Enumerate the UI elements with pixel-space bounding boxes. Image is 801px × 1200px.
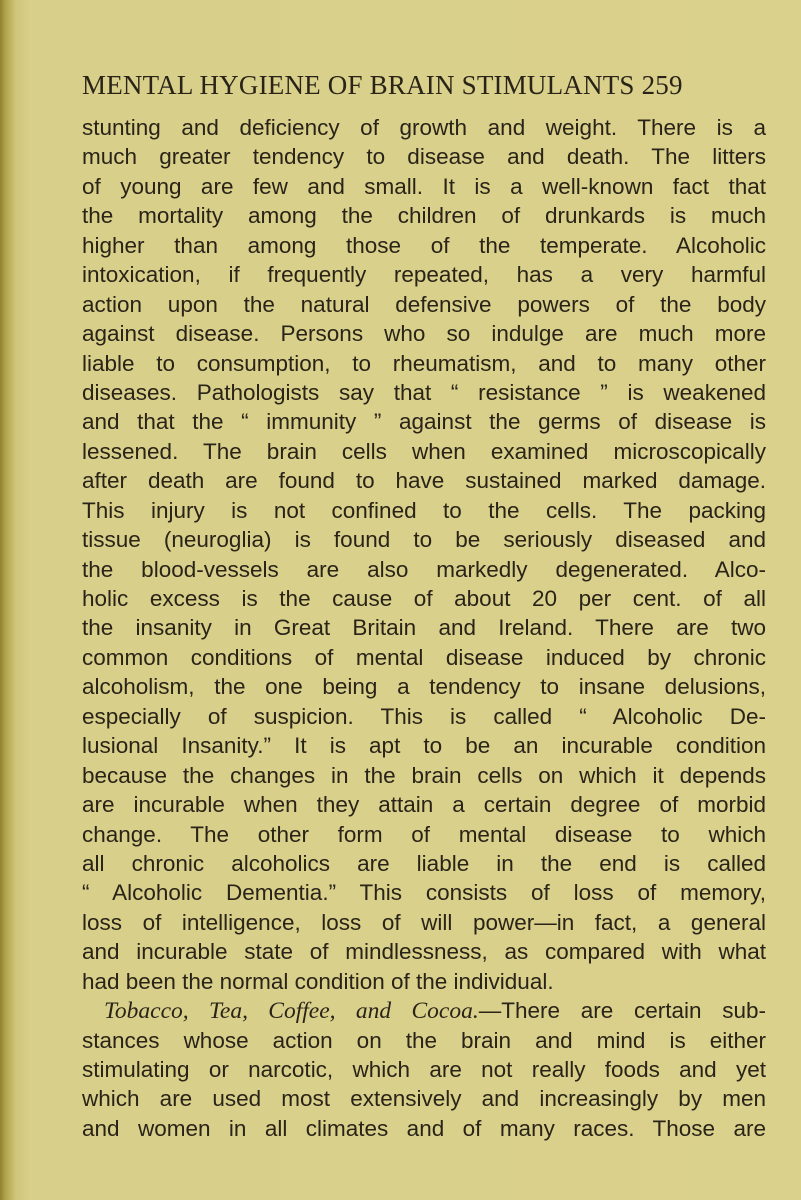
running-header [82, 70, 768, 101]
text-line: and women in all climates and of many races. Those are [82, 1115, 766, 1141]
text-line: action upon the natural defensive powers of the body [82, 291, 766, 317]
body-text [82, 113, 766, 1143]
text-line: especially of suspicion. This is called “ Alcoholic De- [82, 703, 766, 729]
text-line: —There are certain sub- [478, 998, 766, 1024]
text-line: tissue (neuroglia) is found to be seriously diseased and [82, 527, 766, 553]
text-line: much greater tendency to disease and death. The litters [82, 144, 766, 170]
text-line: diseases. Pathologists say that “ resistance ” is weakened [82, 379, 766, 405]
text-line: of young are few and small. It is a well-known fact that [82, 173, 766, 199]
text-line: liable to consumption, to rheumatism, and to many other [82, 350, 766, 376]
text-line: This injury is not confined to the cells. The packing [82, 497, 766, 523]
text-line: change. The other form of mental disease to which [82, 821, 766, 847]
text-line: the blood-vessels are also markedly degenerated. Alco- [82, 556, 766, 582]
text-line: lessened. The brain cells when examined microscopically [82, 438, 766, 464]
section-heading: Tobacco, Tea, Coffee, and Cocoa. [104, 998, 479, 1025]
text-line: lusional Insanity.” It is apt to be an incurable condition [82, 733, 766, 759]
text-line: intoxication, if frequently repeated, has a very harmful [82, 262, 766, 288]
text-line: stances whose action on the brain and mind is either [82, 1027, 766, 1053]
running-title: MENTAL HYGIENE OF BRAIN STIMULANTS [82, 70, 635, 100]
text-line: loss of intelligence, loss of will power—in fact, a general [82, 909, 766, 935]
text-line: because the changes in the brain cells on which it depends [82, 762, 766, 788]
text-line: stunting and deficiency of growth and weight. There is a [82, 115, 766, 140]
text-line: higher than among those of the temperate. Alcoholic [82, 232, 766, 258]
text-line: and incurable state of mindlessness, as compared with what [82, 939, 766, 965]
text-line: stimulating or narcotic, which are not really foods and yet [82, 1057, 766, 1082]
text-line: are incurable when they attain a certain degree of morbid [82, 792, 766, 818]
text-line: “ Alcoholic Dementia.” This consists of loss of memory, [82, 880, 766, 906]
text-line: after death are found to have sustained marked damage. [82, 468, 766, 494]
text-line: holic excess is the cause of about 20 per cent. of all [82, 586, 766, 611]
text-line: the insanity in Great Britain and Ireland. There are two [82, 615, 766, 641]
text-line: which are used most extensively and increasingly by men [82, 1086, 766, 1112]
page-number: 259 [641, 70, 683, 100]
text-line: and that the “ immunity ” against the germs of disease is [82, 409, 766, 435]
text-line: all chronic alcoholics are liable in the end is called [82, 850, 766, 876]
section-first-line [82, 996, 766, 1025]
text-line: had been the normal condition of the individual. [82, 968, 554, 994]
text-line: common conditions of mental disease induced by chronic [82, 644, 766, 670]
text-line: the mortality among the children of drunkards is much [82, 203, 766, 229]
text-line: alcoholism, the one being a tendency to insane delusions, [82, 674, 766, 700]
text-line: against disease. Persons who so indulge are much more [82, 321, 766, 347]
